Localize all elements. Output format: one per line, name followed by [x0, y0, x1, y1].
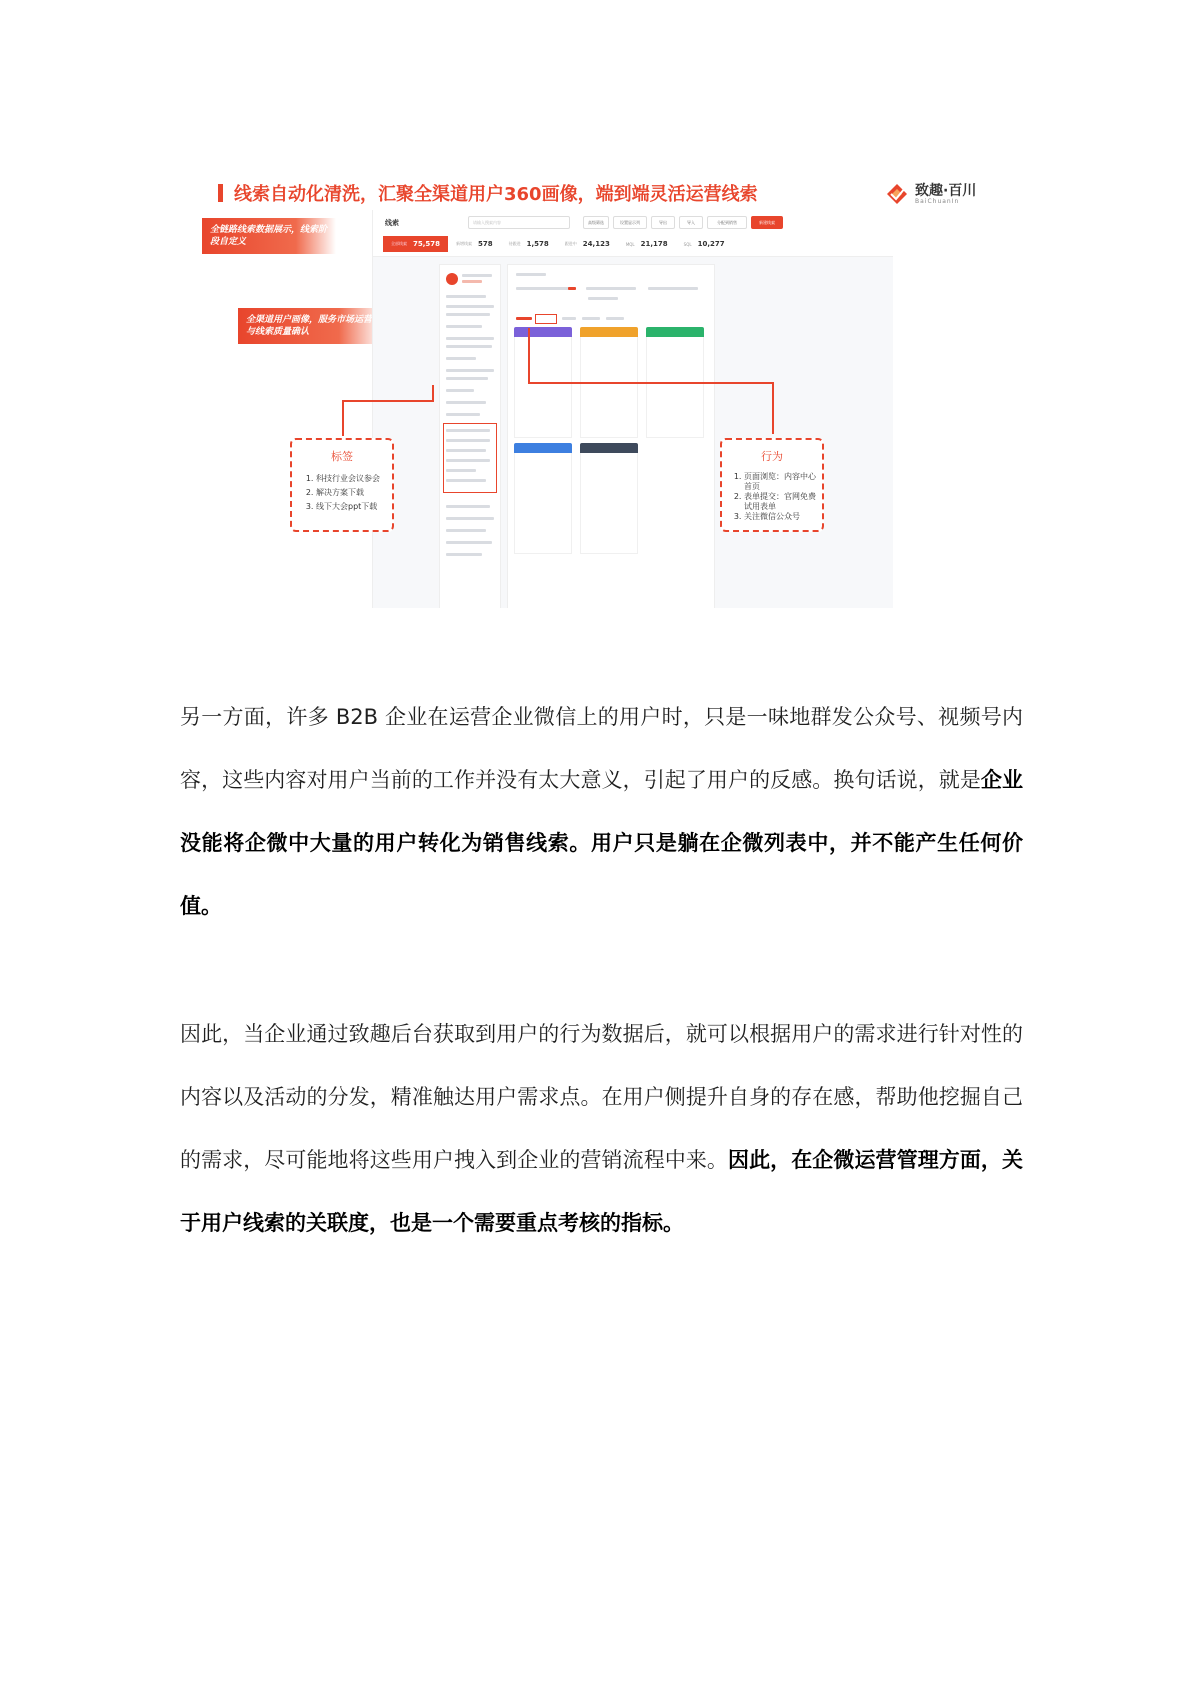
profile-panel: [439, 264, 501, 608]
filter-button[interactable]: 高级筛选: [583, 216, 609, 229]
new-lead-button[interactable]: 新建线索: [751, 216, 783, 229]
title-accent-bar: [218, 184, 223, 202]
avatar: [446, 273, 458, 285]
behavior-tab-highlight: [535, 314, 557, 324]
app-page-label: 线索: [385, 219, 399, 227]
tag-item: 2. 解决方案下载: [316, 486, 392, 500]
behavior-item: 1. 页面浏览：内容中心首页: [744, 472, 818, 492]
stat-item[interactable]: 待跟进 1,578: [508, 240, 549, 248]
connector-tags-up: [432, 385, 434, 402]
activity-panel: [507, 264, 715, 608]
connector-tags-down: [342, 400, 344, 436]
connector-tags: [342, 400, 432, 402]
connector-behavior-down: [528, 328, 530, 382]
export-button[interactable]: 导出: [651, 216, 675, 229]
paragraph-1-bold: 企业没能将企微中大量的用户转化为销售线索。用户只是躺在企微列表中，并不能产生任何价值。: [180, 768, 1023, 918]
stat-item[interactable]: 全部线索 75,578: [383, 236, 448, 252]
logo-mark-icon: [885, 182, 909, 206]
logo-name: 致趣·百川: [915, 182, 977, 199]
stat-item[interactable]: 新增线索 578: [456, 240, 493, 248]
behavior-item: 2. 表单提交：官网免费试用表单: [744, 492, 818, 512]
banner-lead-stage: 全链路线索数据展示，线索阶段自定义: [202, 218, 336, 254]
stats-row: [383, 236, 733, 252]
tags-callout-title: 标签: [331, 450, 353, 463]
search-input[interactable]: 请输入搜索内容: [468, 216, 570, 229]
app-screenshot: [372, 210, 893, 608]
behavior-callout-title: 行为: [761, 450, 783, 463]
app-toolbar: [373, 210, 893, 257]
behavior-callout: [720, 438, 824, 532]
connector-behavior: [528, 382, 774, 384]
brand-logo: [885, 182, 976, 206]
assign-button[interactable]: 分配到销售: [707, 216, 747, 229]
tag-item: 3. 线下大会ppt下载: [316, 500, 392, 514]
figure-title: 线索自动化清洗，汇聚全渠道用户360画像，端到端灵活运营线索: [234, 184, 758, 205]
logo-sub: BaiChuanIn: [915, 197, 960, 205]
marketing-figure: [180, 160, 988, 608]
connector-behavior-right: [772, 382, 774, 434]
behavior-item: 3. 关注微信公众号: [744, 512, 818, 522]
columns-button[interactable]: 设置显示列: [613, 216, 647, 229]
tags-highlight: [443, 423, 497, 493]
paragraph-1-text: 另一方面，许多 B2B 企业在运营企业微信上的用户时，只是一味地群发公众号、视频号内容，这些内容对用户当前的工作并没有太大意义，引起了用户的反感。换句话说，就是: [180, 705, 1023, 792]
paragraph-2-bold: 因此，在企微运营管理方面，关于用户线索的关联度，也是一个需要重点考核的指标。: [180, 1148, 1023, 1235]
banner-user-profile: 全渠道用户画像，服务市场运营与线索质量确认: [238, 308, 382, 344]
activity-card: [580, 443, 638, 553]
import-button[interactable]: 导入: [679, 216, 703, 229]
activity-card: [514, 443, 572, 553]
tag-item: 1. 科技行业会议参会: [316, 472, 392, 486]
tags-callout: [290, 438, 394, 532]
paragraph-2-text: 因此，当企业通过致趣后台获取到用户的行为数据后，就可以根据用户的需求进行针对性的内容以及活动的分发，精准触达用户需求点。在用户侧提升自身的存在感，帮助他挖掘自己的需求，尽可能地将这些用户拽入到企业的营销流程中来。: [180, 1022, 1023, 1172]
stat-item[interactable]: MQL 21,178: [625, 240, 668, 248]
stat-item[interactable]: SQL 10,277: [683, 240, 725, 248]
paragraph-2: [180, 1003, 1023, 1255]
paragraph-1: [180, 686, 1023, 938]
stat-item[interactable]: 跟进中 24,123: [564, 240, 610, 248]
